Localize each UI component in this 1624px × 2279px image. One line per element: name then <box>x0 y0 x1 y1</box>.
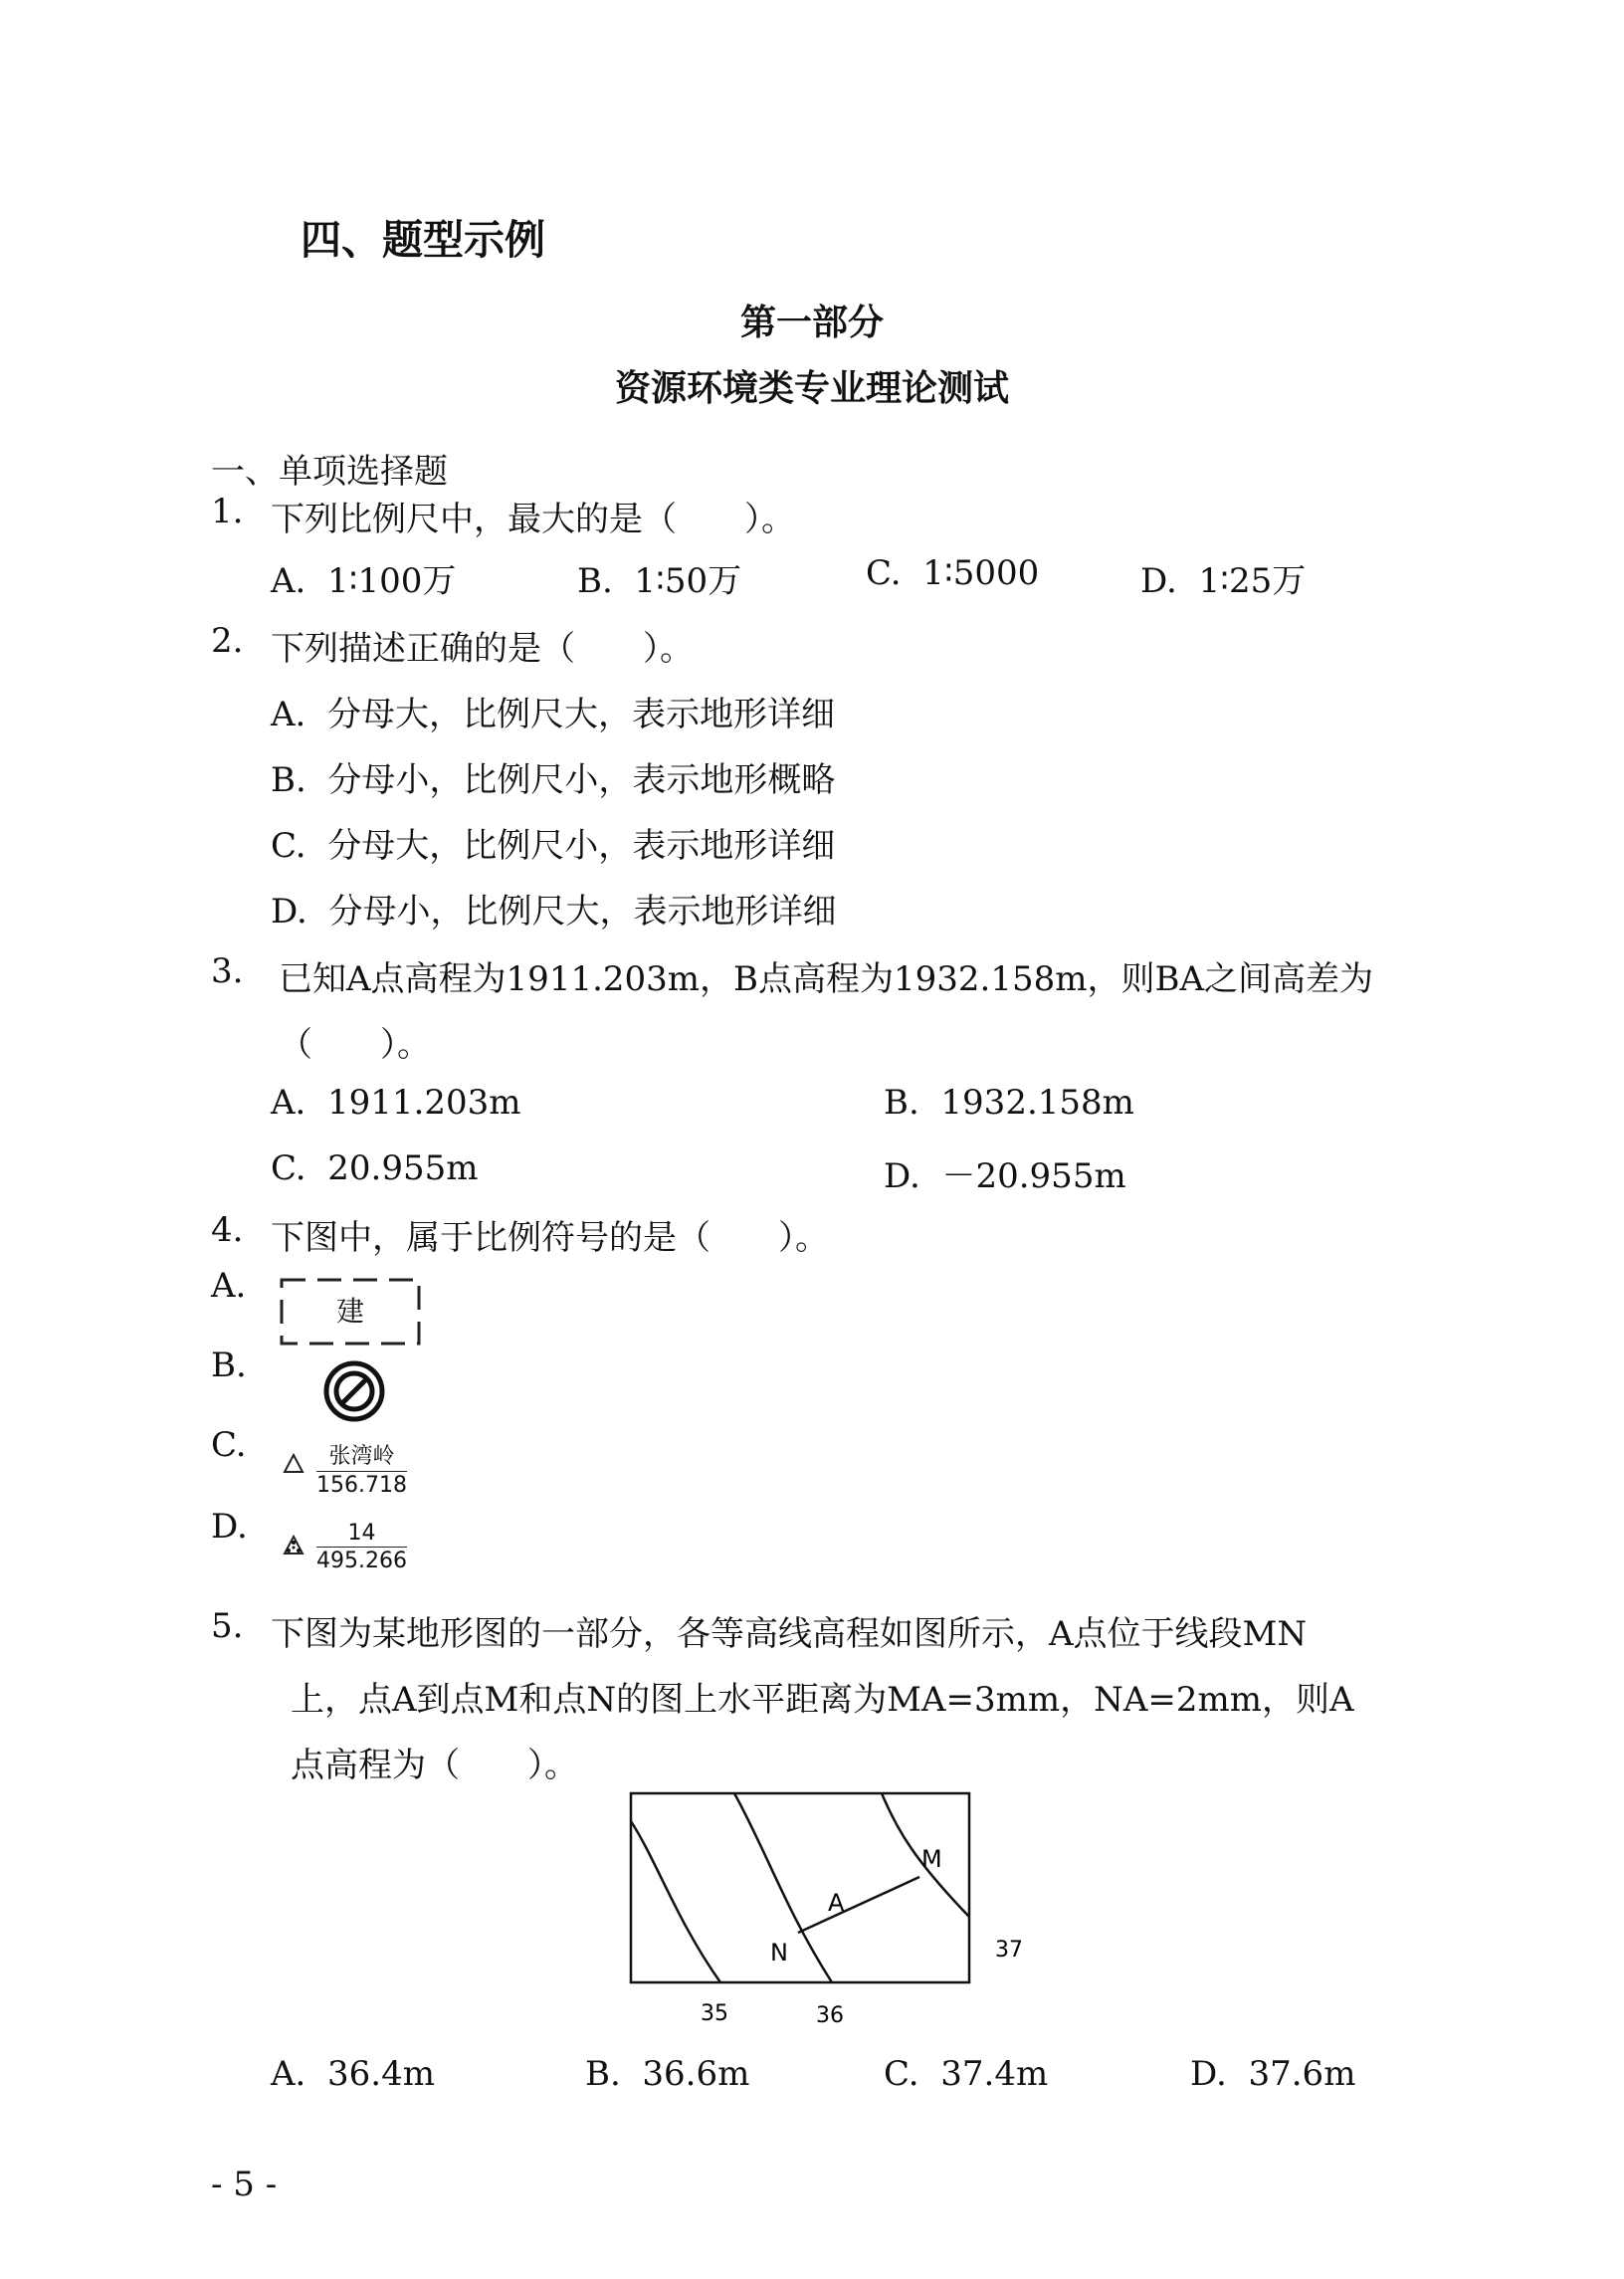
label-n: N <box>770 1939 788 1967</box>
label-contour-35: 35 <box>701 2001 728 2026</box>
q1-option-d <box>1140 553 1306 602</box>
option-text: 分母大，比例尺小，表示地形详细 <box>327 826 836 866</box>
question-5-number: 5. <box>211 1606 244 1646</box>
fraction-top: 14 <box>316 1521 407 1548</box>
option-letter: B. <box>585 2054 621 2094</box>
option-letter: C. <box>884 2054 919 2094</box>
q4-option-c-fraction <box>316 1439 407 1498</box>
q5-option-a <box>271 2054 435 2094</box>
part-subtitle: 资源环境类专业理论测试 <box>614 367 1009 409</box>
q2-option-b <box>271 752 835 801</box>
fraction-top: 张湾岭 <box>316 1439 407 1472</box>
option-text: －20.955m <box>941 1156 1126 1196</box>
building-label: 建 <box>335 1295 364 1328</box>
option-letter: A. <box>271 1083 306 1123</box>
q1-option-c <box>866 553 1039 593</box>
q3-option-a <box>271 1083 520 1123</box>
fraction-bottom: 495.266 <box>316 1549 407 1573</box>
question-5-text-line2: 上，点A到点M和点N的图上水平距离为MA=3mm，NA=2mm，则A <box>291 1680 1354 1720</box>
question-1-number: 1. <box>211 492 244 531</box>
question-3-text-line1: 已知A点高程为1911.203m，B点高程为1932.158m，则BA之间高差为 <box>279 959 1374 999</box>
q5-option-c <box>884 2054 1048 2094</box>
option-text: 36.4m <box>327 2054 435 2094</box>
question-5-text-line3: 点高程为（ ）。 <box>291 1746 578 1785</box>
label-contour-36: 36 <box>816 2003 844 2028</box>
figure-frame <box>631 1793 969 1982</box>
label-contour-37: 37 <box>995 1938 1023 1963</box>
option-text: 1911.203m <box>327 1083 521 1123</box>
option-letter: B. <box>271 760 306 800</box>
q1-option-b <box>577 553 741 602</box>
sub-heading: 一、单项选择题 <box>211 452 448 492</box>
question-1-text: 下列比例尺中，最大的是（ ）。 <box>271 500 795 539</box>
q2-option-a <box>271 687 835 735</box>
triangle-dots-icon <box>283 1535 304 1560</box>
label-a: A <box>828 1889 845 1917</box>
building-symbol <box>279 1276 422 1347</box>
option-text: 1∶5000 <box>922 553 1040 593</box>
part-title: 第一部分 <box>739 302 884 343</box>
option-letter: D. <box>1190 2054 1227 2094</box>
q3-option-d <box>884 1148 1126 1197</box>
question-3-text-line2: （ ）。 <box>279 1025 431 1065</box>
option-letter: A. <box>271 695 306 734</box>
option-text: 36.6m <box>642 2054 750 2094</box>
q3-option-c <box>271 1148 478 1188</box>
question-5-text-line1: 下图为某地形图的一部分，各等高线高程如图所示，A点位于线段MN <box>271 1614 1308 1654</box>
question-4-number: 4. <box>211 1210 244 1250</box>
option-text: 分母小，比例尺小，表示地形概略 <box>327 760 836 800</box>
option-text: 20.955m <box>327 1148 479 1188</box>
fraction-bottom: 156.718 <box>316 1473 407 1498</box>
prohibited-circle-icon <box>322 1359 386 1427</box>
option-text: 37.4m <box>940 2054 1049 2094</box>
option-text: 1∶100万 <box>327 561 457 601</box>
contour-line-35 <box>631 1821 720 1982</box>
option-text: 1∶25万 <box>1198 561 1307 601</box>
option-letter: A. <box>271 561 306 601</box>
option-letter: A. <box>271 2054 306 2094</box>
option-text: 1932.158m <box>940 1083 1134 1123</box>
option-letter: B. <box>884 1083 919 1123</box>
question-4-text: 下图中，属于比例符号的是（ ）。 <box>271 1218 829 1258</box>
option-text: 37.6m <box>1248 2054 1356 2094</box>
segment-mn <box>798 1877 919 1933</box>
option-text: 分母小，比例尺大，表示地形详细 <box>328 892 837 932</box>
option-letter: D. <box>1140 561 1177 601</box>
question-2-text: 下列描述正确的是（ ）。 <box>271 629 694 669</box>
option-letter: C. <box>271 826 306 866</box>
section-title: 四、题型示例 <box>301 216 545 264</box>
q5-option-b <box>585 2054 749 2094</box>
page-number: - 5 - <box>211 2165 278 2204</box>
q4-option-b-letter: B. <box>211 1346 247 1385</box>
q4-option-a-letter: A. <box>211 1266 247 1306</box>
q4-option-d-letter: D. <box>211 1507 248 1547</box>
q5-option-d <box>1190 2054 1355 2094</box>
question-3-number: 3. <box>211 951 244 991</box>
q4-option-d-fraction <box>316 1521 407 1573</box>
q4-option-c-letter: C. <box>211 1425 247 1465</box>
option-letter: D. <box>884 1156 920 1196</box>
question-2-number: 2. <box>211 621 244 661</box>
q2-option-c <box>271 818 835 867</box>
contour-figure <box>617 1781 1055 2040</box>
triangle-outline-icon <box>283 1453 304 1479</box>
option-text: 分母大，比例尺大，表示地形详细 <box>327 695 835 734</box>
option-letter: D. <box>271 892 307 932</box>
label-m: M <box>921 1845 942 1873</box>
q3-option-b <box>884 1083 1134 1123</box>
option-letter: C. <box>271 1148 306 1188</box>
option-letter: B. <box>577 561 613 601</box>
q1-option-a <box>271 553 456 602</box>
option-letter: C. <box>866 553 902 593</box>
q2-option-d <box>271 884 836 932</box>
option-text: 1∶50万 <box>634 561 742 601</box>
